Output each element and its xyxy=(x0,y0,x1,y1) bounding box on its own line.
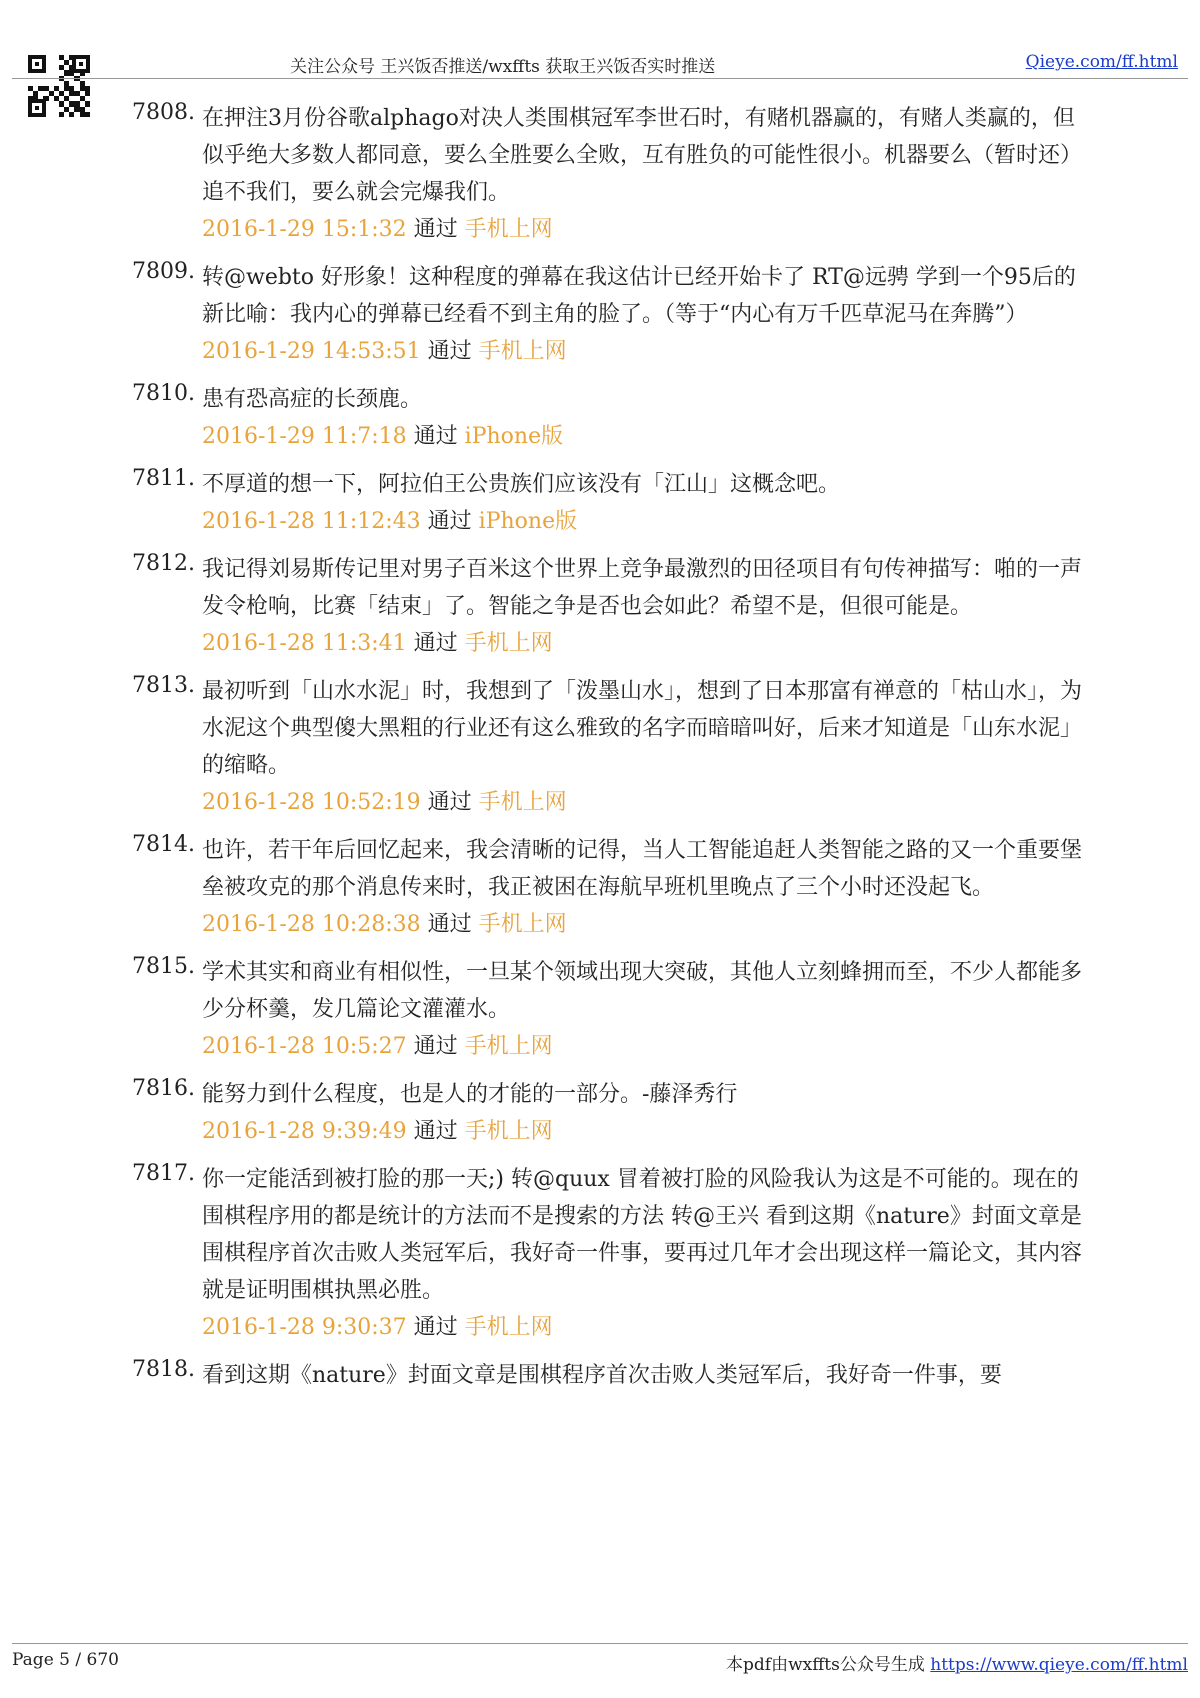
list-item xyxy=(130,381,1090,454)
entry-text: 你一定能活到被打脸的那一天;) 转@quux 冒着被打脸的风险我认为这是不可能的。现在的围棋程序用的都是统计的方法而不是搜索的方法 转@王兴 看到这期《nature》封面文章是围棋程序首次击败人类冠军后，我好奇一件事，要再过几年才会出现这样一篇论文，其内容就是证明围棋执黑必胜。 xyxy=(202,1167,1083,1303)
entry-timestamp: 2016-1-28 10:5:27 xyxy=(202,1034,407,1059)
entry-via: 通过 xyxy=(413,631,458,656)
entry-timestamp: 2016-1-28 10:52:19 xyxy=(202,790,421,815)
entry-via: 通过 xyxy=(413,424,458,449)
entry-text: 也许，若干年后回忆起来，我会清晰的记得，当人工智能追赶人类智能之路的又一个重要堡垒被攻克的那个消息传来时，我正被困在海航早班机里晚点了三个小时还没起飞。 xyxy=(202,838,1083,900)
entry-timestamp: 2016-1-28 9:39:49 xyxy=(202,1119,407,1144)
entry-source: iPhone版 xyxy=(478,509,578,534)
header-title: 关注公众号 王兴饭否推送/wxffts 获取王兴饭否实时推送 xyxy=(290,57,716,77)
list-item xyxy=(130,1357,1090,1394)
entry-timestamp: 2016-1-28 11:3:41 xyxy=(202,631,407,656)
entry-via: 通过 xyxy=(427,509,472,534)
list-item xyxy=(130,954,1090,1064)
entry-number: 7812. xyxy=(132,551,195,576)
entry-timestamp: 2016-1-28 10:28:38 xyxy=(202,912,421,937)
footer-link[interactable]: https://www.qieye.com/ff.html xyxy=(930,1655,1188,1675)
entry-via: 通过 xyxy=(413,217,458,242)
entry-text: 患有恐高症的长颈鹿。 xyxy=(202,387,423,412)
entry-number: 7817. xyxy=(132,1161,195,1186)
entry-number: 7818. xyxy=(132,1357,195,1382)
entry-text: 最初听到「山水水泥」时，我想到了「泼墨山水」，想到了日本那富有禅意的「枯山水」，为水泥这个典型傻大黑粗的行业还有这么雅致的名字而暗暗叫好，后来才知道是「山东水泥」的缩略。 xyxy=(202,679,1083,778)
list-item xyxy=(130,1076,1090,1149)
entry-source: iPhone版 xyxy=(464,424,564,449)
entry-number: 7813. xyxy=(132,673,195,698)
entry-number: 7814. xyxy=(132,832,195,857)
entry-text: 能努力到什么程度，也是人的才能的一部分。-藤泽秀行 xyxy=(202,1082,738,1107)
entry-meta xyxy=(202,335,1090,369)
entry-number: 7816. xyxy=(132,1076,195,1101)
footer-divider xyxy=(12,1643,1188,1644)
entry-number: 7809. xyxy=(132,259,195,284)
entry-timestamp: 2016-1-29 11:7:18 xyxy=(202,424,407,449)
entry-via: 通过 xyxy=(427,339,472,364)
list-item xyxy=(130,100,1090,247)
list-item xyxy=(130,832,1090,942)
entry-meta xyxy=(202,908,1090,942)
entry-number: 7815. xyxy=(132,954,195,979)
entry-text: 看到这期《nature》封面文章是围棋程序首次击败人类冠军后，我好奇一件事，要 xyxy=(202,1363,1002,1388)
entry-text: 不厚道的想一下，阿拉伯王公贵族们应该没有「江山」这概念吧。 xyxy=(202,472,841,497)
entry-via: 通过 xyxy=(413,1119,458,1144)
entry-text: 学术其实和商业有相似性，一旦某个领域出现大突破，其他人立刻蜂拥而至，不少人都能多少分杯羹，发几篇论文灌灌水。 xyxy=(202,960,1083,1022)
entry-meta xyxy=(202,420,1090,454)
list-item xyxy=(130,466,1090,539)
list-item xyxy=(130,1161,1090,1345)
entry-number: 7808. xyxy=(132,100,195,125)
page-number: Page 5 / 670 xyxy=(12,1650,119,1670)
entry-number: 7810. xyxy=(132,381,195,406)
list-item xyxy=(130,551,1090,661)
entry-timestamp: 2016-1-28 9:30:37 xyxy=(202,1315,407,1340)
footer-note xyxy=(726,1650,1188,1675)
entry-source: 手机上网 xyxy=(464,217,553,242)
entry-text: 转@webto 好形象！这种程度的弹幕在我这估计已经开始卡了 RT@远骋 学到一个95后的新比喻：我内心的弹幕已经看不到主角的脸了。（等于“内心有万千匹草泥马在奔腾”） xyxy=(202,265,1076,327)
list-item xyxy=(130,673,1090,820)
entry-via: 通过 xyxy=(413,1315,458,1340)
header-link[interactable]: Qieye.com/ff.html xyxy=(1025,52,1178,72)
qr-code xyxy=(28,55,90,117)
entry-via: 通过 xyxy=(427,790,472,815)
entry-source: 手机上网 xyxy=(464,1034,553,1059)
entry-via: 通过 xyxy=(413,1034,458,1059)
entry-text: 在押注3月份谷歌alphago对决人类围棋冠军李世石时，有赌机器赢的，有赌人类赢的，但似乎绝大多数人都同意，要么全胜要么全败，互有胜负的可能性很小。机器要么（暂时还）追不我们，要么就会完爆我们。 xyxy=(202,106,1083,205)
entry-meta xyxy=(202,505,1090,539)
entry-meta xyxy=(202,786,1090,820)
entry-source: 手机上网 xyxy=(478,790,567,815)
entry-number: 7811. xyxy=(132,466,195,491)
entry-text: 我记得刘易斯传记里对男子百米这个世界上竞争最激烈的田径项目有句传神描写：啪的一声发令枪响，比赛「结束」了。智能之争是否也会如此？希望不是，但很可能是。 xyxy=(202,557,1083,619)
list-item xyxy=(130,259,1090,369)
entry-meta xyxy=(202,213,1090,247)
entry-via: 通过 xyxy=(427,912,472,937)
entry-meta xyxy=(202,1030,1090,1064)
entry-source: 手机上网 xyxy=(478,339,567,364)
entry-timestamp: 2016-1-29 15:1:32 xyxy=(202,217,407,242)
entry-source: 手机上网 xyxy=(464,631,553,656)
entry-list xyxy=(130,100,1090,1406)
entry-source: 手机上网 xyxy=(464,1119,553,1144)
entry-source: 手机上网 xyxy=(478,912,567,937)
entry-meta xyxy=(202,1311,1090,1345)
footer-note-text: 本pdf由wxffts公众号生成 xyxy=(726,1655,925,1675)
entry-meta xyxy=(202,627,1090,661)
entry-timestamp: 2016-1-28 11:12:43 xyxy=(202,509,421,534)
entry-meta xyxy=(202,1115,1090,1149)
entry-timestamp: 2016-1-29 14:53:51 xyxy=(202,339,421,364)
header-divider xyxy=(12,78,1188,79)
entry-source: 手机上网 xyxy=(464,1315,553,1340)
